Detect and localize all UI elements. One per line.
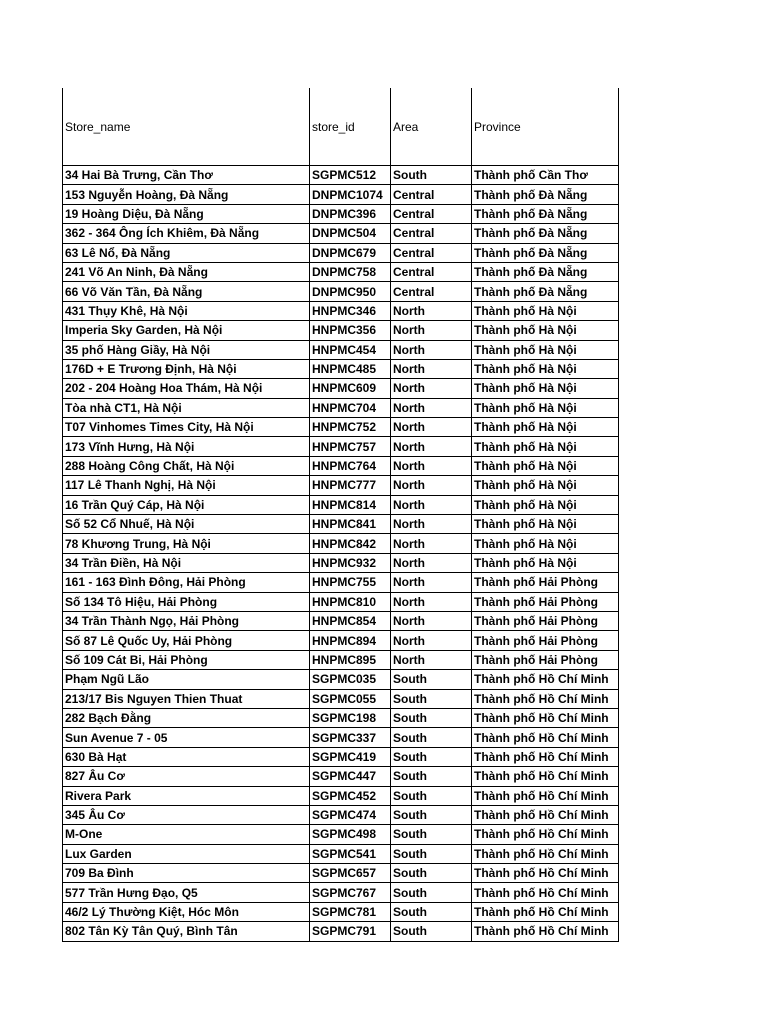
cell-area[interactable]: Central <box>391 282 472 301</box>
cell-province[interactable]: Thành phố Hồ Chí Minh <box>472 825 619 844</box>
cell-store-id[interactable]: HNPMC764 <box>310 456 391 475</box>
table-row <box>63 747 619 766</box>
cell-area[interactable]: North <box>391 631 472 650</box>
cell-store-id[interactable]: HNPMC854 <box>310 611 391 630</box>
cell-store-id[interactable]: HNPMC752 <box>310 418 391 437</box>
cell-store-name[interactable]: Số 109 Cát Bi, Hải Phòng <box>63 650 310 669</box>
table-row <box>63 689 619 708</box>
cell-area[interactable]: Central <box>391 243 472 262</box>
cell-store-name[interactable]: 709 Ba Đình <box>63 864 310 883</box>
cell-store-id[interactable]: DNPMC396 <box>310 204 391 223</box>
cell-store-name[interactable]: 362 - 364 Ông Ích Khiêm, Đà Nẵng <box>63 224 310 243</box>
cell-store-name[interactable]: 213/17 Bis Nguyen Thien Thuat <box>63 689 310 708</box>
table-row <box>63 243 619 262</box>
cell-store-name[interactable]: 153 Nguyễn Hoàng, Đà Nẵng <box>63 185 310 204</box>
cell-store-name[interactable]: 46/2 Lý Thường Kiệt, Hóc Môn <box>63 902 310 921</box>
table-row <box>63 844 619 863</box>
cell-area[interactable]: South <box>391 883 472 902</box>
table-row <box>63 573 619 592</box>
cell-store-name[interactable]: Rivera Park <box>63 786 310 805</box>
cell-area[interactable]: South <box>391 864 472 883</box>
cell-store-name[interactable]: 161 - 163 Đình Đông, Hải Phòng <box>63 573 310 592</box>
cell-province[interactable]: Thành phố Đà Nẵng <box>472 224 619 243</box>
cell-province[interactable]: Thành phố Hồ Chí Minh <box>472 767 619 786</box>
table-row <box>63 922 619 941</box>
cell-area[interactable]: South <box>391 689 472 708</box>
table-row <box>63 534 619 553</box>
table-row <box>63 670 619 689</box>
cell-store-id[interactable]: DNPMC504 <box>310 224 391 243</box>
cell-area[interactable]: South <box>391 670 472 689</box>
header-area: Area <box>391 88 472 166</box>
table-row <box>63 902 619 921</box>
cell-store-name[interactable]: Sun Avenue 7 - 05 <box>63 728 310 747</box>
cell-store-name[interactable]: Số 52 Cổ Nhuế, Hà Nội <box>63 515 310 534</box>
cell-area[interactable]: South <box>391 922 472 941</box>
table-row <box>63 437 619 456</box>
cell-store-name[interactable]: 241 Võ An Ninh, Đà Nẵng <box>63 262 310 281</box>
cell-province[interactable]: Thành phố Hà Nội <box>472 495 619 514</box>
cell-store-name[interactable]: 288 Hoàng Công Chất, Hà Nội <box>63 456 310 475</box>
cell-store-name[interactable]: Số 87 Lê Quốc Uy, Hải Phòng <box>63 631 310 650</box>
cell-store-id[interactable]: SGPMC055 <box>310 689 391 708</box>
cell-store-id[interactable]: SGPMC452 <box>310 786 391 805</box>
cell-store-id[interactable]: DNPMC950 <box>310 282 391 301</box>
cell-store-id[interactable]: SGPMC198 <box>310 708 391 727</box>
table-row <box>63 359 619 378</box>
cell-area[interactable]: Central <box>391 204 472 223</box>
cell-store-name[interactable]: Lux Garden <box>63 844 310 863</box>
cell-store-name[interactable]: 431 Thụy Khê, Hà Nội <box>63 301 310 320</box>
cell-province[interactable]: Thành phố Hồ Chí Minh <box>472 805 619 824</box>
cell-store-id[interactable]: HNPMC609 <box>310 379 391 398</box>
cell-store-id[interactable]: SGPMC541 <box>310 844 391 863</box>
cell-store-name[interactable]: 34 Hai Bà Trưng, Cần Thơ <box>63 166 310 185</box>
cell-store-name[interactable]: Imperia Sky Garden, Hà Nội <box>63 321 310 340</box>
cell-province[interactable]: Thành phố Hồ Chí Minh <box>472 844 619 863</box>
cell-area[interactable]: North <box>391 456 472 475</box>
cell-store-name[interactable]: 117 Lê Thanh Nghị, Hà Nội <box>63 476 310 495</box>
cell-province[interactable]: Thành phố Hồ Chí Minh <box>472 922 619 941</box>
cell-store-name[interactable]: 19 Hoàng Diệu, Đà Nẵng <box>63 204 310 223</box>
table-row <box>63 515 619 534</box>
cell-province[interactable]: Thành phố Đà Nẵng <box>472 243 619 262</box>
cell-store-id[interactable]: SGPMC337 <box>310 728 391 747</box>
cell-store-name[interactable]: 16 Trần Quý Cáp, Hà Nội <box>63 495 310 514</box>
table-row <box>63 767 619 786</box>
cell-area[interactable]: North <box>391 573 472 592</box>
cell-area[interactable]: North <box>391 398 472 417</box>
cell-area[interactable]: North <box>391 340 472 359</box>
cell-store-id[interactable]: HNPMC810 <box>310 592 391 611</box>
cell-area[interactable]: South <box>391 708 472 727</box>
store-table <box>62 88 619 942</box>
table-row <box>63 786 619 805</box>
cell-store-name[interactable]: 78 Khương Trung, Hà Nội <box>63 534 310 553</box>
cell-store-name[interactable]: 282 Bạch Đằng <box>63 708 310 727</box>
cell-store-id[interactable]: HNPMC755 <box>310 573 391 592</box>
table-row <box>63 708 619 727</box>
cell-province[interactable]: Thành phố Hà Nội <box>472 476 619 495</box>
cell-province[interactable]: Thành phố Hồ Chí Minh <box>472 747 619 766</box>
cell-store-id[interactable]: DNPMC758 <box>310 262 391 281</box>
cell-store-name[interactable]: M-One <box>63 825 310 844</box>
cell-store-name[interactable]: 34 Trần Điền, Hà Nội <box>63 553 310 572</box>
cell-province[interactable]: Thành phố Hà Nội <box>472 340 619 359</box>
cell-store-id[interactable]: HNPMC842 <box>310 534 391 553</box>
cell-store-id[interactable]: HNPMC704 <box>310 398 391 417</box>
table-row <box>63 224 619 243</box>
cell-store-id[interactable]: HNPMC356 <box>310 321 391 340</box>
cell-area[interactable]: South <box>391 747 472 766</box>
table-row <box>63 282 619 301</box>
cell-store-id[interactable]: SGPMC767 <box>310 883 391 902</box>
cell-province[interactable]: Thành phố Hải Phòng <box>472 631 619 650</box>
cell-area[interactable]: South <box>391 166 472 185</box>
cell-province[interactable]: Thành phố Đà Nẵng <box>472 185 619 204</box>
cell-province[interactable]: Thành phố Hồ Chí Minh <box>472 728 619 747</box>
cell-area[interactable]: North <box>391 553 472 572</box>
cell-area[interactable]: North <box>391 611 472 630</box>
cell-province[interactable]: Thành phố Cần Thơ <box>472 166 619 185</box>
cell-store-name[interactable]: 802 Tân Kỳ Tân Quý, Bình Tân <box>63 922 310 941</box>
cell-area[interactable]: North <box>391 379 472 398</box>
cell-store-name[interactable]: 202 - 204 Hoàng Hoa Thám, Hà Nội <box>63 379 310 398</box>
cell-area[interactable]: South <box>391 728 472 747</box>
cell-store-id[interactable]: SGPMC474 <box>310 805 391 824</box>
table-row <box>63 611 619 630</box>
table-row <box>63 185 619 204</box>
cell-store-id[interactable]: HNPMC841 <box>310 515 391 534</box>
cell-province[interactable]: Thành phố Đà Nẵng <box>472 204 619 223</box>
cell-province[interactable]: Thành phố Hải Phòng <box>472 650 619 669</box>
cell-store-id[interactable]: HNPMC894 <box>310 631 391 650</box>
cell-province[interactable]: Thành phố Hồ Chí Minh <box>472 902 619 921</box>
cell-store-id[interactable]: SGPMC419 <box>310 747 391 766</box>
cell-store-name[interactable]: T07 Vinhomes Times City, Hà Nội <box>63 418 310 437</box>
cell-province[interactable]: Thành phố Hồ Chí Minh <box>472 883 619 902</box>
cell-store-id[interactable]: HNPMC485 <box>310 359 391 378</box>
cell-province[interactable]: Thành phố Hồ Chí Minh <box>472 786 619 805</box>
table-row <box>63 166 619 185</box>
header-row <box>63 88 619 166</box>
cell-province[interactable]: Thành phố Hà Nội <box>472 301 619 320</box>
cell-store-name[interactable]: 66 Võ Văn Tần, Đà Nẵng <box>63 282 310 301</box>
cell-area[interactable]: North <box>391 359 472 378</box>
cell-store-id[interactable]: HNPMC346 <box>310 301 391 320</box>
cell-store-id[interactable]: HNPMC757 <box>310 437 391 456</box>
table-row <box>63 650 619 669</box>
cell-store-name[interactable]: Số 134 Tô Hiệu, Hải Phòng <box>63 592 310 611</box>
cell-province[interactable]: Thành phố Hồ Chí Minh <box>472 689 619 708</box>
cell-area[interactable]: South <box>391 805 472 824</box>
cell-area[interactable]: South <box>391 902 472 921</box>
table-row <box>63 340 619 359</box>
cell-store-id[interactable]: HNPMC814 <box>310 495 391 514</box>
cell-province[interactable]: Thành phố Hà Nội <box>472 321 619 340</box>
table-row <box>63 864 619 883</box>
cell-store-name[interactable]: 345 Âu Cơ <box>63 805 310 824</box>
table-row <box>63 204 619 223</box>
cell-province[interactable]: Thành phố Đà Nẵng <box>472 262 619 281</box>
cell-province[interactable]: Thành phố Hà Nội <box>472 437 619 456</box>
header-province: Province <box>472 88 619 166</box>
table-row <box>63 495 619 514</box>
table-row <box>63 321 619 340</box>
cell-store-id[interactable]: SGPMC512 <box>310 166 391 185</box>
table-row <box>63 301 619 320</box>
cell-area[interactable]: North <box>391 495 472 514</box>
cell-store-id[interactable]: SGPMC791 <box>310 922 391 941</box>
cell-area[interactable]: Central <box>391 224 472 243</box>
cell-area[interactable]: North <box>391 515 472 534</box>
cell-store-name[interactable]: 630 Bà Hạt <box>63 747 310 766</box>
cell-province[interactable]: Thành phố Hải Phòng <box>472 573 619 592</box>
table-row <box>63 728 619 747</box>
cell-area[interactable]: North <box>391 301 472 320</box>
cell-province[interactable]: Thành phố Đà Nẵng <box>472 282 619 301</box>
cell-store-id[interactable]: HNPMC932 <box>310 553 391 572</box>
table-row <box>63 805 619 824</box>
table-row <box>63 262 619 281</box>
table-row <box>63 553 619 572</box>
cell-area[interactable]: South <box>391 786 472 805</box>
cell-province[interactable]: Thành phố Hà Nội <box>472 515 619 534</box>
cell-store-name[interactable]: 827 Âu Cơ <box>63 767 310 786</box>
cell-area[interactable]: South <box>391 825 472 844</box>
cell-store-id[interactable]: SGPMC035 <box>310 670 391 689</box>
table-row <box>63 883 619 902</box>
table-row <box>63 476 619 495</box>
cell-province[interactable]: Thành phố Hà Nội <box>472 456 619 475</box>
table-row <box>63 456 619 475</box>
cell-store-name[interactable]: 173 Vĩnh Hưng, Hà Nội <box>63 437 310 456</box>
header-store-id: store_id <box>310 88 391 166</box>
cell-province[interactable]: Thành phố Hà Nội <box>472 379 619 398</box>
cell-store-id[interactable]: SGPMC447 <box>310 767 391 786</box>
cell-store-name[interactable]: 577 Trần Hưng Đạo, Q5 <box>63 883 310 902</box>
cell-province[interactable]: Thành phố Hải Phòng <box>472 592 619 611</box>
cell-province[interactable]: Thành phố Hồ Chí Minh <box>472 708 619 727</box>
cell-area[interactable]: South <box>391 844 472 863</box>
cell-area[interactable]: North <box>391 650 472 669</box>
table-row <box>63 418 619 437</box>
cell-province[interactable]: Thành phố Hà Nội <box>472 553 619 572</box>
cell-store-name[interactable]: 35 phố Hàng Giầy, Hà Nội <box>63 340 310 359</box>
cell-store-id[interactable]: HNPMC895 <box>310 650 391 669</box>
table-row <box>63 592 619 611</box>
cell-area[interactable]: South <box>391 767 472 786</box>
table-row <box>63 631 619 650</box>
cell-province[interactable]: Thành phố Hà Nội <box>472 398 619 417</box>
cell-province[interactable]: Thành phố Hồ Chí Minh <box>472 864 619 883</box>
cell-store-name[interactable]: Phạm Ngũ Lão <box>63 670 310 689</box>
cell-province[interactable]: Thành phố Hải Phòng <box>472 611 619 630</box>
cell-store-id[interactable]: SGPMC657 <box>310 864 391 883</box>
table-row <box>63 825 619 844</box>
cell-store-name[interactable]: 63 Lê Nổ, Đà Nẵng <box>63 243 310 262</box>
cell-province[interactable]: Thành phố Hồ Chí Minh <box>472 670 619 689</box>
table-row <box>63 398 619 417</box>
cell-store-id[interactable]: HNPMC777 <box>310 476 391 495</box>
cell-store-id[interactable]: HNPMC454 <box>310 340 391 359</box>
cell-store-id[interactable]: DNPMC679 <box>310 243 391 262</box>
cell-area[interactable]: North <box>391 418 472 437</box>
cell-area[interactable]: North <box>391 321 472 340</box>
cell-area[interactable]: North <box>391 437 472 456</box>
cell-area[interactable]: North <box>391 534 472 553</box>
header-store-name: Store_name <box>63 88 310 166</box>
cell-area[interactable]: Central <box>391 262 472 281</box>
cell-province[interactable]: Thành phố Hà Nội <box>472 418 619 437</box>
cell-province[interactable]: Thành phố Hà Nội <box>472 534 619 553</box>
cell-store-id[interactable]: SGPMC781 <box>310 902 391 921</box>
cell-store-id[interactable]: SGPMC498 <box>310 825 391 844</box>
cell-store-name[interactable]: 176D + E Trương Định, Hà Nội <box>63 359 310 378</box>
spreadsheet <box>62 88 619 942</box>
cell-area[interactable]: North <box>391 476 472 495</box>
cell-area[interactable]: Central <box>391 185 472 204</box>
cell-store-name[interactable]: 34 Trần Thành Ngọ, Hải Phòng <box>63 611 310 630</box>
table-row <box>63 379 619 398</box>
cell-store-id[interactable]: DNPMC1074 <box>310 185 391 204</box>
cell-store-name[interactable]: Tòa nhà CT1, Hà Nội <box>63 398 310 417</box>
cell-province[interactable]: Thành phố Hà Nội <box>472 359 619 378</box>
cell-area[interactable]: North <box>391 592 472 611</box>
